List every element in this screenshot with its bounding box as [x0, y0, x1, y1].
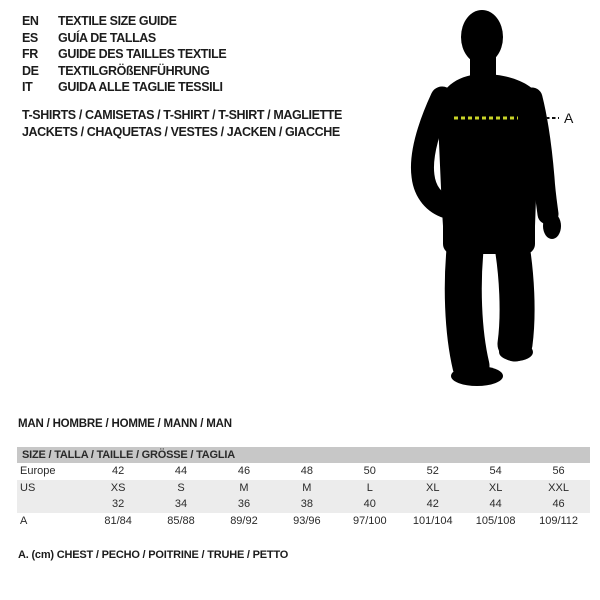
table-cell: 81/84 [104, 514, 132, 527]
table-cell: 101/104 [412, 514, 453, 527]
language-list [22, 13, 226, 96]
table-cell: 97/100 [352, 514, 387, 527]
table-cell: 38 [300, 498, 313, 511]
language-title: TEXTILE SIZE GUIDE [58, 14, 177, 29]
language-row [22, 63, 226, 80]
measurement-footnote: A. (cm) CHEST / PECHO / POITRINE / TRUHE / PETTO [18, 549, 289, 561]
man-silhouette-svg [390, 2, 590, 397]
table-row-us [17, 480, 590, 497]
table-cell: 105/108 [475, 514, 516, 527]
row-label: A [20, 514, 28, 527]
table-cell: 93/96 [293, 514, 321, 527]
size-table [17, 447, 590, 529]
size-table-header: SIZE / TALLA / TAILLE / GRÖSSE / TAGLIA [17, 447, 590, 463]
table-cell: 52 [426, 465, 439, 478]
table-cell: XL [425, 481, 440, 494]
table-cell: 42 [426, 498, 439, 511]
language-code: ES [22, 30, 38, 45]
category-line-tshirts: T-SHIRTS / CAMISETAS / T-SHIRT / T-SHIRT / MAGLIETTE [22, 108, 342, 122]
table-cell: 34 [174, 498, 188, 511]
table-cell: 50 [363, 465, 376, 478]
table-cell: 40 [363, 498, 376, 511]
language-row [22, 46, 226, 63]
language-title: GUÍA DE TALLAS [58, 30, 156, 45]
table-row-chest [17, 513, 590, 530]
table-cell: 85/88 [167, 514, 195, 527]
table-cell: 109/112 [539, 514, 579, 527]
language-row [22, 13, 226, 30]
language-code: EN [22, 14, 39, 29]
table-cell: 89/92 [230, 514, 258, 527]
language-title: GUIDA ALLE TAGLIE TESSILI [58, 80, 223, 95]
language-title: GUIDE DES TAILLES TEXTILE [58, 47, 227, 62]
man-silhouette-shape [422, 10, 561, 386]
language-code: IT [22, 80, 33, 95]
language-row [22, 30, 226, 47]
category-line-jackets: JACKETS / CHAQUETAS / VESTES / JACKEN / GIACCHE [22, 125, 340, 139]
table-cell: M [302, 481, 312, 494]
table-cell: 42 [111, 465, 125, 478]
table-cell: 48 [300, 465, 313, 478]
language-code: FR [22, 47, 38, 62]
language-title: TEXTILGRÖßENFÜHRUNG [58, 63, 210, 78]
table-cell: 46 [552, 498, 565, 511]
table-cell: 44 [174, 465, 188, 478]
table-cell: S [177, 481, 185, 494]
language-row [22, 79, 226, 96]
section-title: MAN / HOMBRE / HOMME / MANN / MAN [18, 418, 232, 430]
table-cell: 36 [237, 498, 251, 511]
table-cell: XL [488, 481, 503, 494]
table-cell: 54 [489, 465, 502, 478]
table-row-europe [17, 463, 590, 480]
table-cell: XXL [548, 481, 569, 494]
man-silhouette [390, 2, 590, 397]
table-cell: 44 [489, 498, 502, 511]
table-cell: 32 [111, 498, 125, 511]
table-cell: L [366, 481, 373, 494]
table-cell: 46 [237, 465, 251, 478]
row-label: US [20, 481, 36, 494]
table-row-numeric [17, 496, 590, 513]
table-cell: XS [110, 481, 126, 494]
category-list [22, 107, 342, 141]
measure-label-a: A [564, 110, 574, 126]
table-cell: M [239, 481, 249, 494]
row-label: Europe [20, 465, 56, 478]
table-cell: 56 [552, 465, 565, 478]
language-code: DE [22, 63, 39, 78]
